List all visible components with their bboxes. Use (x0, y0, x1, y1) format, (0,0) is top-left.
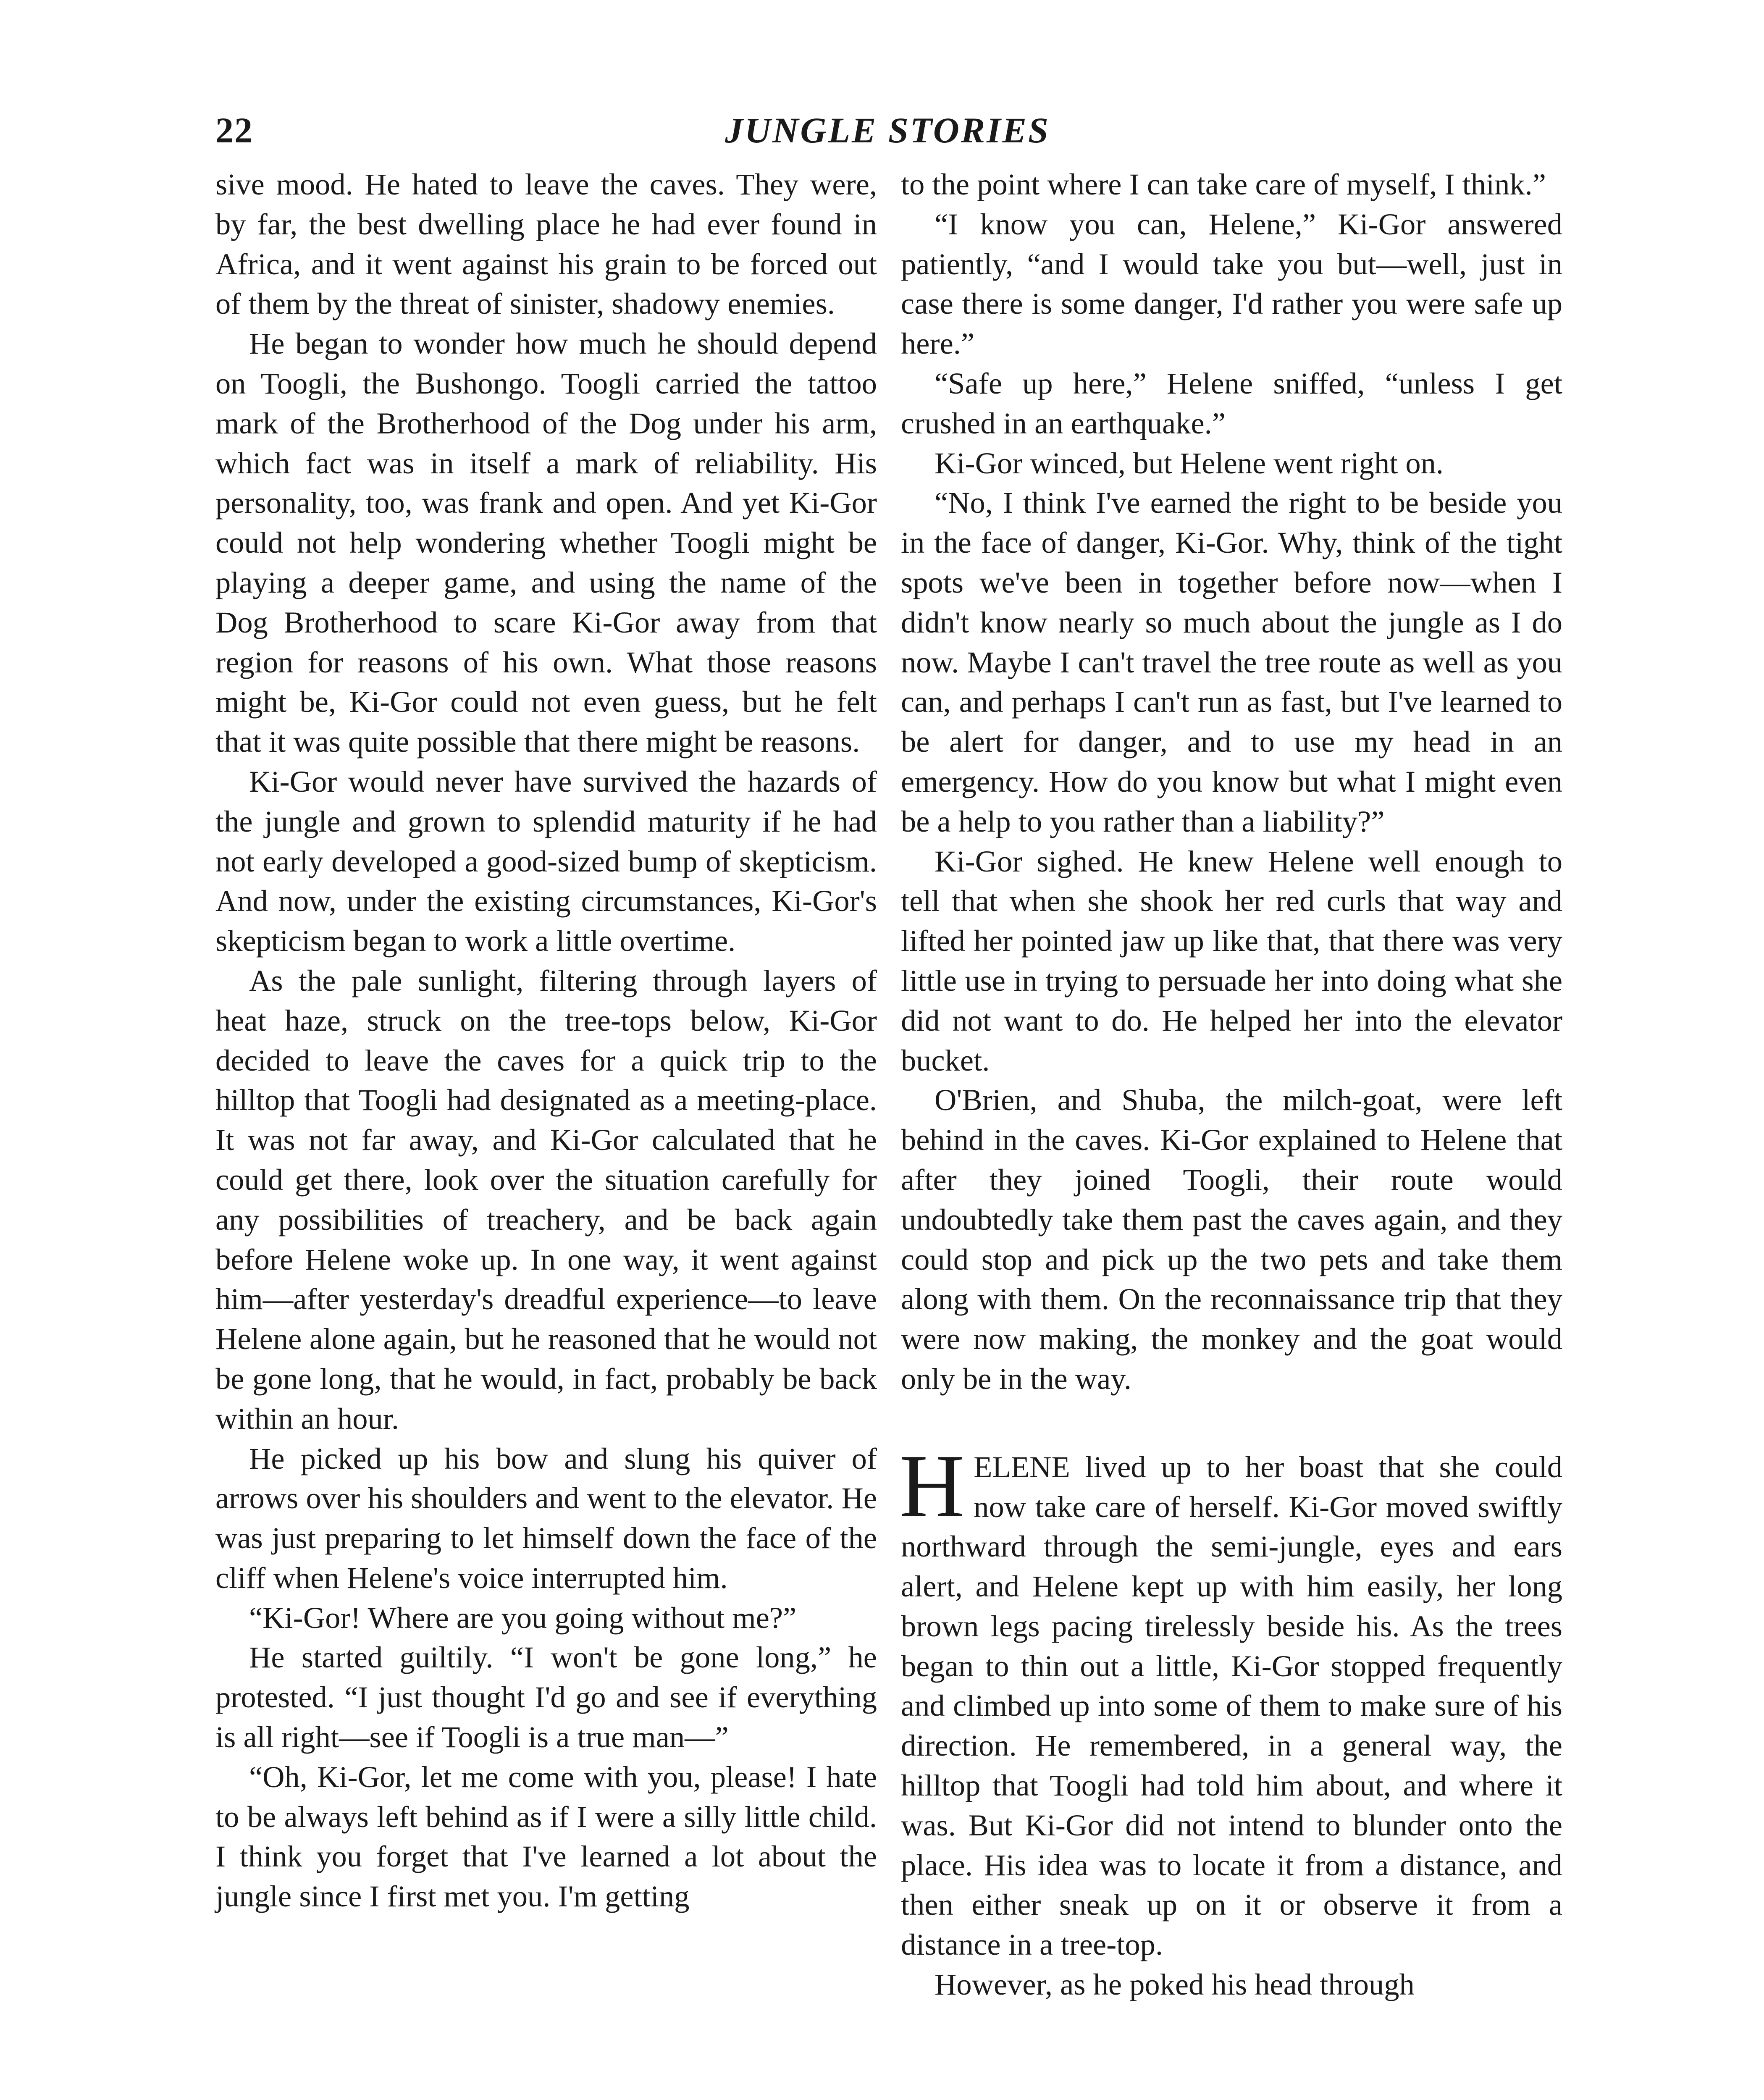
paragraph: He started guiltily. “I won't be gone long,” he protested. “I just thought I'd go and see if everything is all right—see if Toogli is a true man—” (215, 1640, 877, 1754)
paragraph: Ki-Gor winced, but Helene went right on. (934, 446, 1444, 480)
paragraph: Ki-Gor sighed. He knew Helene well enough to tell that when she shook her red curls that way and lifted her pointed jaw up like that, that there was very little use in trying to persuade her into doing what she did not want to do. He helped her into the elevator bucket. (901, 844, 1562, 1077)
section-opening-text: ELENE lived up to her boast that she could now take care of herself. Ki-Gor moved swiftly northward through the semi-jungle, eyes and ears alert, and Helene kept up with him easily, her long brown legs pacing tirelessly beside his. As the trees began to thin out a little, Ki-Gor stopped frequently and climbed up into some of them to make sure of his direction. He remembered, in a general way, the hilltop that Toogli had told him about, and where it was. But Ki-Gor did not intend to blunder onto the place. His idea was to locate it from a distance, and then either sneak up on it or observe it from a distance in a tree-top. (901, 1449, 1562, 1962)
left-column (215, 165, 877, 1916)
paragraph: “Ki-Gor! Where are you going without me?” (249, 1600, 797, 1635)
paragraph: “Safe up here,” Helene sniffed, “unless I get crushed in an earthquake.” (901, 366, 1562, 440)
paragraph: Ki-Gor would never have survived the hazards of the jungle and grown to splendid maturity if he had not early developed a good-sized bump of skepticism. And now, under the existing circumstances, Ki-Gor's skepticism began to work a little overtime. (215, 764, 877, 958)
paragraph: However, as he poked his head through (934, 1967, 1415, 2002)
paragraph: “I know you can, Helene,” Ki-Gor answered patiently, “and I would take you but—well, just in case there is some danger, I'd rather you were safe up here.” (901, 207, 1562, 361)
paragraph: “No, I think I've earned the right to be beside you in the face of danger, Ki-Gor. Why, think of the tight spots we've been in together before now—when I didn't know nearly so much about the jungle as I do now. Maybe I can't travel the tree route as well as you can, and perhaps I can't run as fast, but I've learned to be alert for danger, and to use my head in an emergency. How do you know but what I might even be a help to you rather than a liability?” (901, 486, 1562, 838)
right-column (901, 165, 1562, 2005)
page-header (215, 109, 1559, 155)
paragraph: He picked up his bow and slung his quiver of arrows over his shoulders and went to the elevator. He was just preparing to let himself down the face of the cliff when Helene's voice interrupted him. (215, 1441, 877, 1595)
drop-cap: H (899, 1435, 965, 1536)
paragraph: He began to wonder how much he should depend on Toogli, the Bushongo. Toogli carried the tattoo mark of the Brotherhood of the Dog under his arm, which fact was in itself a mark of reliability. His personality, too, was frank and open. And yet Ki-Gor could not help wondering whether Toogli might be playing a deeper game, and using the name of the Dog Brotherhood to scare Ki-Gor away from that region for reasons of his own. What those reasons might be, Ki-Gor could not even guess, but he felt that it was quite possible that there might be reasons. (215, 326, 877, 759)
paragraph: O'Brien, and Shuba, the milch-goat, were left behind in the caves. Ki-Gor explained to Helene that after they joined Toogli, their route would undoubtedly take them past the caves again, and they could stop and pick up the two pets and take them along with them. On the reconnaissance trip that they were now making, the monkey and the goat would only be in the way. (901, 1083, 1562, 1396)
paragraph: “Oh, Ki-Gor, let me come with you, please! I hate to be always left behind as if I were a silly little child. I think you forget that I've learned a lot about the jungle since I first met you. I'm getting (215, 1759, 877, 1914)
paragraph: to the point where I can take care of myself, I think.” (901, 167, 1546, 201)
section-opening-paragraph (899, 1435, 1562, 1965)
magazine-title: JUNGLE STORIES (725, 110, 1050, 150)
paragraph: As the pale sunlight, filtering through layers of heat haze, struck on the tree-tops below, Ki-Gor decided to leave the caves for a quick trip to the hilltop that Toogli had designated as a meeting-place. It was not far away, and Ki-Gor calculated that he could get there, look over the situation carefully for any possibilities of treachery, and be back again before Helene woke up. In one way, it went against him—after yesterday's dreadful experience—to leave Helene alone again, but he reasoned that he would not be gone long, that he would, in fact, probably be back within an hour. (215, 963, 877, 1436)
paragraph: sive mood. He hated to leave the caves. They were, by far, the best dwelling place he had ever found in Africa, and it went against his grain to be forced out of them by the threat of sinister, shadowy enemies. (215, 167, 877, 321)
page-number: 22 (215, 110, 253, 150)
